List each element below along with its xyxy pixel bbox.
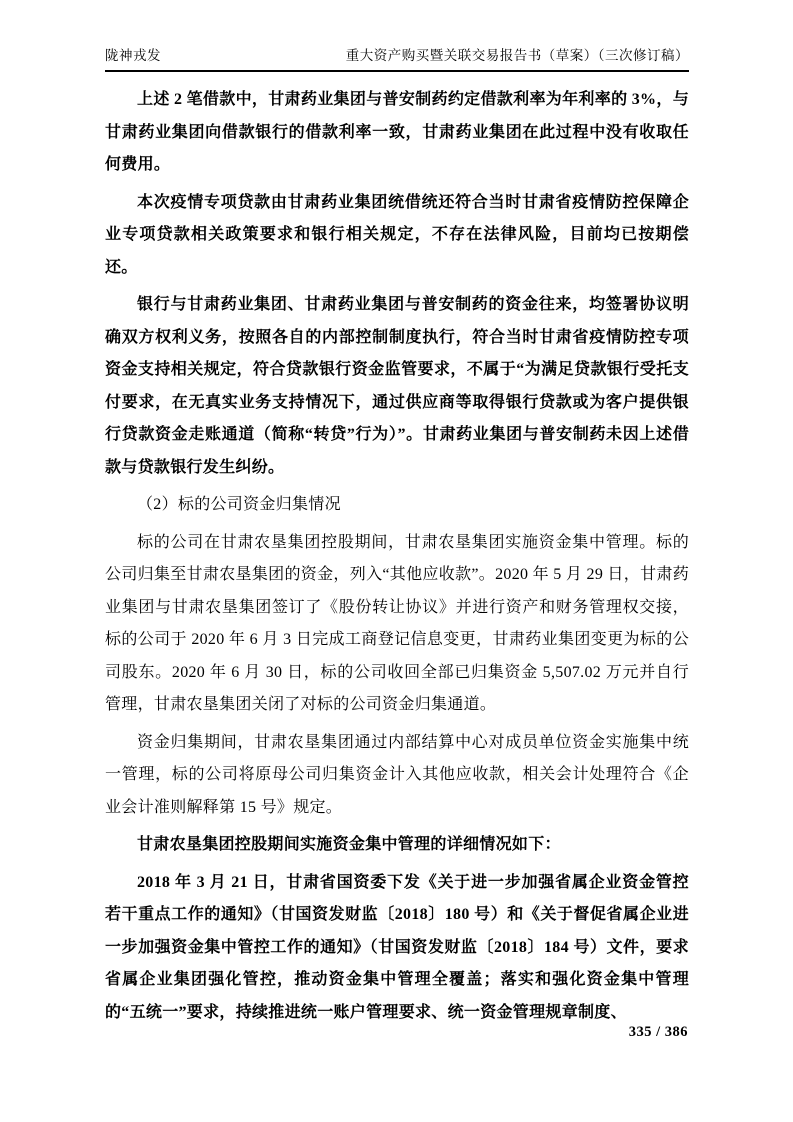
page-number: 335 / 386 bbox=[628, 1024, 688, 1040]
header-right-title: 重大资产购买暨关联交易报告书（草案）（三次修订稿） bbox=[345, 48, 689, 63]
paragraph-detail-intro: 甘肃农垦集团控股期间实施资金集中管理的详细情况如下： bbox=[137, 836, 561, 853]
paragraph-epidemic-loan: 本次疫情专项贷款由甘肃药业集团统借统还符合当时甘肃省疫情防控保障企业专项贷款相关政策要求和银行相关规定，不存在法律风险，目前均已按期偿还。 bbox=[105, 193, 689, 276]
paragraph-fund-collection: 标的公司在甘肃农垦集团控股期间，甘肃农垦集团实施资金集中管理。标的公司归集至甘肃农垦集团的资金，列入“其他应收款”。2020 年 5 月 29 日，甘肃药业集团与甘肃农垦集团签订了《股份转让协议》并进行资产和财务管理权交接，标的公司于 2020 年 6 月 3 日完成工商登记信息变更，甘肃药业集团变更为标的公司股东。2020 年 6 月 30 日，标的公司收回全部已归集资金 5,507.02 万元并自行管理，甘肃农垦集团关闭了对标的公司资金归集通道。 bbox=[105, 533, 689, 713]
paragraph-bank-funds: 银行与甘肃药业集团、甘肃药业集团与普安制药的资金往来，均签署协议明确双方权利义务，按照各自的内部控制制度执行，符合当时甘肃省疫情防控专项资金支持相关规定，符合贷款银行资金监管要求，不属于“为满足贷款银行受托支付要求，在无真实业务支持情况下，通过供应商等取得银行贷款或为客户提供银行贷款资金走账通道（简称“转贷”行为）”。甘肃药业集团与普安制药未因上述借款与贷款银行发生纠纷。 bbox=[105, 296, 689, 476]
section-heading-fund-collection: （2）标的公司资金归集情况 bbox=[137, 496, 341, 513]
page-header bbox=[105, 46, 689, 72]
paragraph-2018-notice: 2018 年 3 月 21 日，甘肃省国资委下发《关于进一步加强省属企业资金管控若干重点工作的通知》（甘国资发财监〔2018〕180 号）和《关于督促省属企业进一步加强资金集中管控工作的通知》（甘国资发财监〔2018〕184 号）文件，要求省属企业集团强化管控，推动资金集中管理全覆盖；落实和强化资金集中管理的“五统一”要求，持续推进统一账户管理要求、统一资金管理规章制度、 bbox=[105, 873, 689, 1021]
header-left-title: 陇神戎发 bbox=[105, 48, 161, 63]
paragraph-accounting-treatment: 资金归集期间，甘肃农垦集团通过内部结算中心对成员单位资金实施集中统一管理，标的公司将原母公司归集资金计入其他应收款，相关会计处理符合《企业会计准则解释第 15 号》规定。 bbox=[105, 733, 689, 816]
document-body bbox=[105, 84, 689, 1034]
paragraph-loan-interest: 上述 2 笔借款中，甘肃药业集团与普安制药约定借款利率为年利率的 3%，与甘肃药业集团向借款银行的借款利率一致，甘肃药业集团在此过程中没有收取任何费用。 bbox=[105, 91, 689, 173]
page-footer bbox=[629, 1024, 688, 1041]
